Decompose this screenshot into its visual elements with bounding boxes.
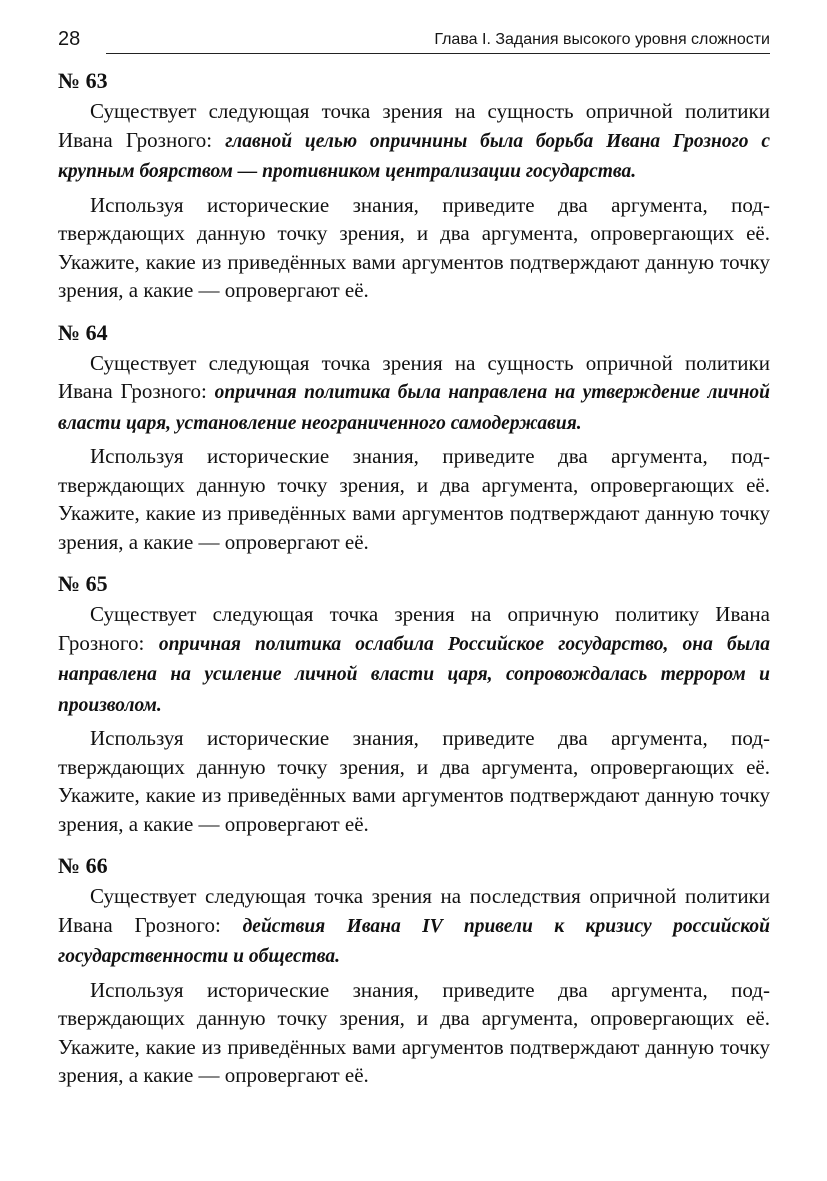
task-prompt: Используя исторические знания, приведите два аргумента, подтверждающих данную точку зрения, и два аргумента, опровергающих её. Укажите, какие из приведённых вами аргументов подтверждают данную точку зрения, а какие — опровергают её. — [58, 977, 770, 1087]
task-65 — [58, 569, 770, 838]
chapter-title: Глава I. Задания высокого уровня сложности — [434, 31, 770, 48]
task-number: № 66 — [58, 853, 108, 878]
statement-thesis: главной целью опричнины была борьба Ивана Грозного с крупным боярством — противником централизации государства. — [58, 130, 770, 182]
statement-thesis: опричная политика была направлена на утверждение личной власти царя, установление неограниченного самодержавия. — [58, 382, 770, 434]
statement-thesis: опричная политика ослабила Российское государство, она была направлена на усиление личной власти царя, сопровождалась террором и произволом. — [58, 633, 771, 716]
statement-intro: Существует следующая точка зрения на сущность опричной политики Ивана Грозного: — [58, 350, 770, 403]
task-statement — [58, 882, 770, 972]
header-rule — [106, 53, 770, 54]
task-prompt: Используя исторические знания, приведите два аргумента, подтверждающих данную точку зрения, и два аргумента, опровергающих её. Укажите, какие из приведённых вами аргументов подтверждают данную точку зрения, а какие — опровергают её. — [58, 726, 770, 836]
statement-intro: Существует следующая точка зрения на опричную политику Ивана Грозного: — [58, 602, 770, 655]
statement-thesis: действия Ивана IV привели к кризису российской государственности и общества. — [58, 915, 771, 967]
task-63 — [58, 66, 770, 305]
task-statement — [58, 97, 770, 187]
task-number: № 65 — [58, 571, 108, 596]
task-66 — [58, 851, 770, 1090]
page-content — [58, 66, 770, 1103]
task-number: № 63 — [58, 68, 108, 93]
running-header — [58, 26, 770, 56]
task-statement — [58, 349, 770, 439]
page-number: 28 — [58, 28, 81, 50]
statement-intro: Существует следующая точка зрения на последствия опричной политики Ивана Грозного: — [58, 884, 770, 937]
task-number: № 64 — [58, 319, 108, 345]
statement-intro: Существует следующая точка зрения на сущность опричной политики Ивана Грозного: — [58, 99, 770, 152]
task-statement — [58, 600, 770, 720]
task-64 — [58, 318, 770, 557]
task-prompt: Используя исторические знания, приведите два аргумента, подтверждающих данную точку зрения, и два аргумента, опровергающих её. Укажите, какие из приведённых вами аргументов подтверждают данную точку зрения, а какие — опровергают её. — [58, 192, 770, 302]
task-prompt: Используя исторические знания, приведите два аргумента, подтверждающих данную точку зрения, и два аргумента, опровергающих её. Укажите, какие из приведённых вами аргументов подтверждают данную точку зрения, а какие — опровергают её. — [58, 444, 770, 554]
